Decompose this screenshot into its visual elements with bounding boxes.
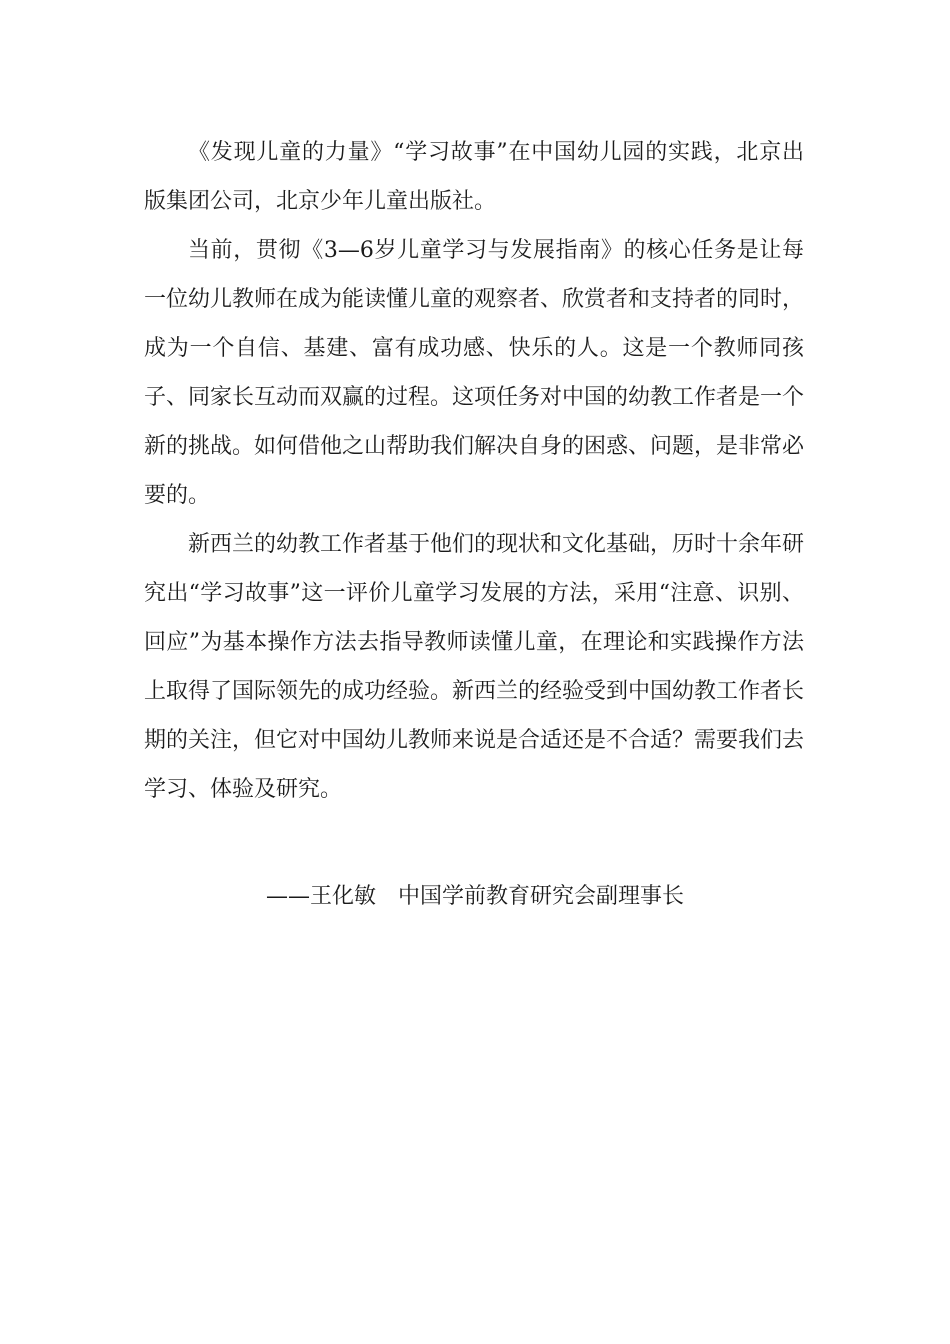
paragraph-citation: 《发现儿童的力量》“学习故事”在中国幼儿园的实践，北京出版集团公司，北京少年儿童出版社。	[144, 140, 804, 214]
paragraph-new-zealand-experience: 新西兰的幼教工作者基于他们的现状和文化基础，历时十余年研究出“学习故事”这一评价儿童学习发展的方法，采用“注意、识别、回应”为基本操作方法去指导教师读懂儿童，在理论和实践操作方法上取得了国际领先的成功经验。新西兰的经验受到中国幼教工作者长期的关注，但它对中国幼儿教师来说是合适还是不合适？需要我们去学习、体验及研究。	[144, 532, 805, 802]
body-text	[144, 128, 804, 814]
author-signature: ——王化敏 中国学前教育研究会副理事长	[265, 884, 684, 909]
paragraph-guideline-task: 当前，贯彻《3—6岁儿童学习与发展指南》的核心任务是让每一位幼儿教师在成为能读懂儿童的观察者、欣赏者和支持者的同时，成为一个自信、基建、富有成功感、快乐的人。这是一个教师同孩子、同家长互动而双赢的过程。这项任务对中国的幼教工作者是一个新的挑战。如何借他之山帮助我们解决自身的困惑、问题，是非常必要的。	[144, 238, 805, 508]
